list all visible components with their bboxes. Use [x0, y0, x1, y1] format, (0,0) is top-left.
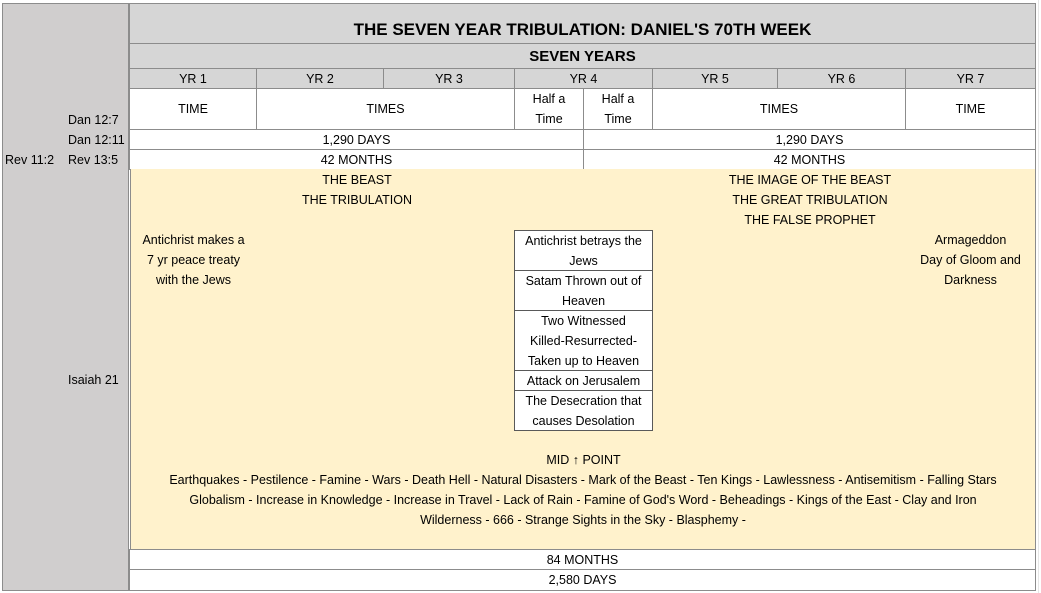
image-beast-heading: THE IMAGE OF THE BEAST [728, 173, 892, 187]
beast-heading: THE BEAST [322, 173, 392, 187]
event-two-witnesses [514, 310, 653, 371]
half-time-line: Time [535, 112, 563, 126]
event-line: Satam Thrown out of [525, 274, 642, 288]
signs-line: Earthquakes - Pestilence - Famine - Wars - Death Hell - Natural Disasters - Mark of the Beast - Ten Kings - Lawlessness - Antisemitism - Falling Stars [169, 473, 997, 487]
year-cell: YR 1 [130, 69, 257, 88]
times-cell-left: TIMES [257, 89, 515, 129]
treaty-line: Antichrist makes a [142, 233, 245, 247]
days-cell-left: 1,290 DAYS [130, 130, 584, 149]
total-days: 2,580 DAYS [129, 569, 1036, 591]
ref-dan-12-11: Dan 12:11 [68, 133, 125, 147]
treaty-line: 7 yr peace treaty [146, 253, 241, 267]
months-cell-right: 42 MONTHS [773, 152, 846, 167]
great-tribulation-heading: THE GREAT TRIBULATION [732, 193, 888, 207]
event-line: Taken up to Heaven [527, 354, 640, 368]
event-line: Jews [569, 254, 598, 268]
reference-sidebar [2, 3, 129, 591]
year-header-row [129, 68, 1036, 89]
times-cell-right: TIMES [653, 89, 906, 129]
year-cell: YR 3 [384, 69, 515, 88]
months-cell-left: 42 MONTHS [130, 150, 584, 169]
half-time-line: Time [604, 112, 632, 126]
year-cell: YR 7 [956, 71, 985, 86]
page-subtitle: SEVEN YEARS [129, 43, 1036, 69]
treaty-line: with the Jews [155, 273, 232, 287]
event-line: The Desecration that [525, 394, 642, 408]
half-time-line: Half a [532, 92, 566, 106]
page-title: THE SEVEN YEAR TRIBULATION: DANIEL'S 70TH WEEK [129, 3, 1036, 44]
armageddon-line: Day of Gloom and [920, 253, 1021, 267]
tribulation-heading: THE TRIBULATION [302, 193, 412, 207]
event-line: Killed-Resurrected- [530, 334, 637, 348]
half-time-cell-right [584, 89, 653, 129]
signs-line: Wilderness - 666 - Strange Sights in the Sky - Blasphemy - [420, 513, 746, 527]
event-betrays-jews [514, 230, 653, 271]
months-row [129, 149, 1036, 170]
year-cell: YR 2 [257, 69, 384, 88]
ref-rev-11-2: Rev 11:2 [5, 153, 55, 167]
time-cell-right: TIME [955, 102, 986, 116]
false-prophet-heading: THE FALSE PROPHET [744, 213, 876, 227]
event-attack-jerusalem [514, 370, 653, 391]
half-time-line: Half a [601, 92, 635, 106]
year-cell: YR 6 [778, 69, 906, 88]
event-line: Antichrist betrays the [525, 234, 642, 248]
grid-line [1038, 0, 1039, 593]
event-line: Attack on Jerusalem [526, 374, 641, 388]
midpoint-label: MID ↑ POINT [546, 453, 621, 467]
event-line: Two Witnessed [541, 314, 626, 328]
armageddon-line: Armageddon [934, 233, 1007, 247]
time-cell-left: TIME [130, 89, 257, 129]
year-cell: YR 4 [515, 69, 653, 88]
total-months: 84 MONTHS [129, 549, 1036, 570]
ref-dan-12-7: Dan 12:7 [68, 113, 119, 127]
ref-isaiah-21: Isaiah 21 [68, 373, 119, 387]
ref-rev-13-5: Rev 13:5 [68, 153, 119, 167]
signs-line: Globalism - Increase in Knowledge - Increase in Travel - Lack of Rain - Famine of God's Word - Beheadings - Kings of the East - Clay and Iron [189, 493, 977, 507]
half-time-cell-left [515, 89, 584, 129]
times-row [129, 88, 1036, 130]
year-cell: YR 5 [653, 69, 778, 88]
event-desecration [514, 390, 653, 431]
armageddon-line: Darkness [944, 273, 997, 287]
event-line: causes Desolation [532, 414, 635, 428]
event-line: Heaven [561, 294, 606, 308]
days-row [129, 129, 1036, 150]
days-cell-right: 1,290 DAYS [775, 132, 844, 147]
event-satan-thrown [514, 270, 653, 311]
